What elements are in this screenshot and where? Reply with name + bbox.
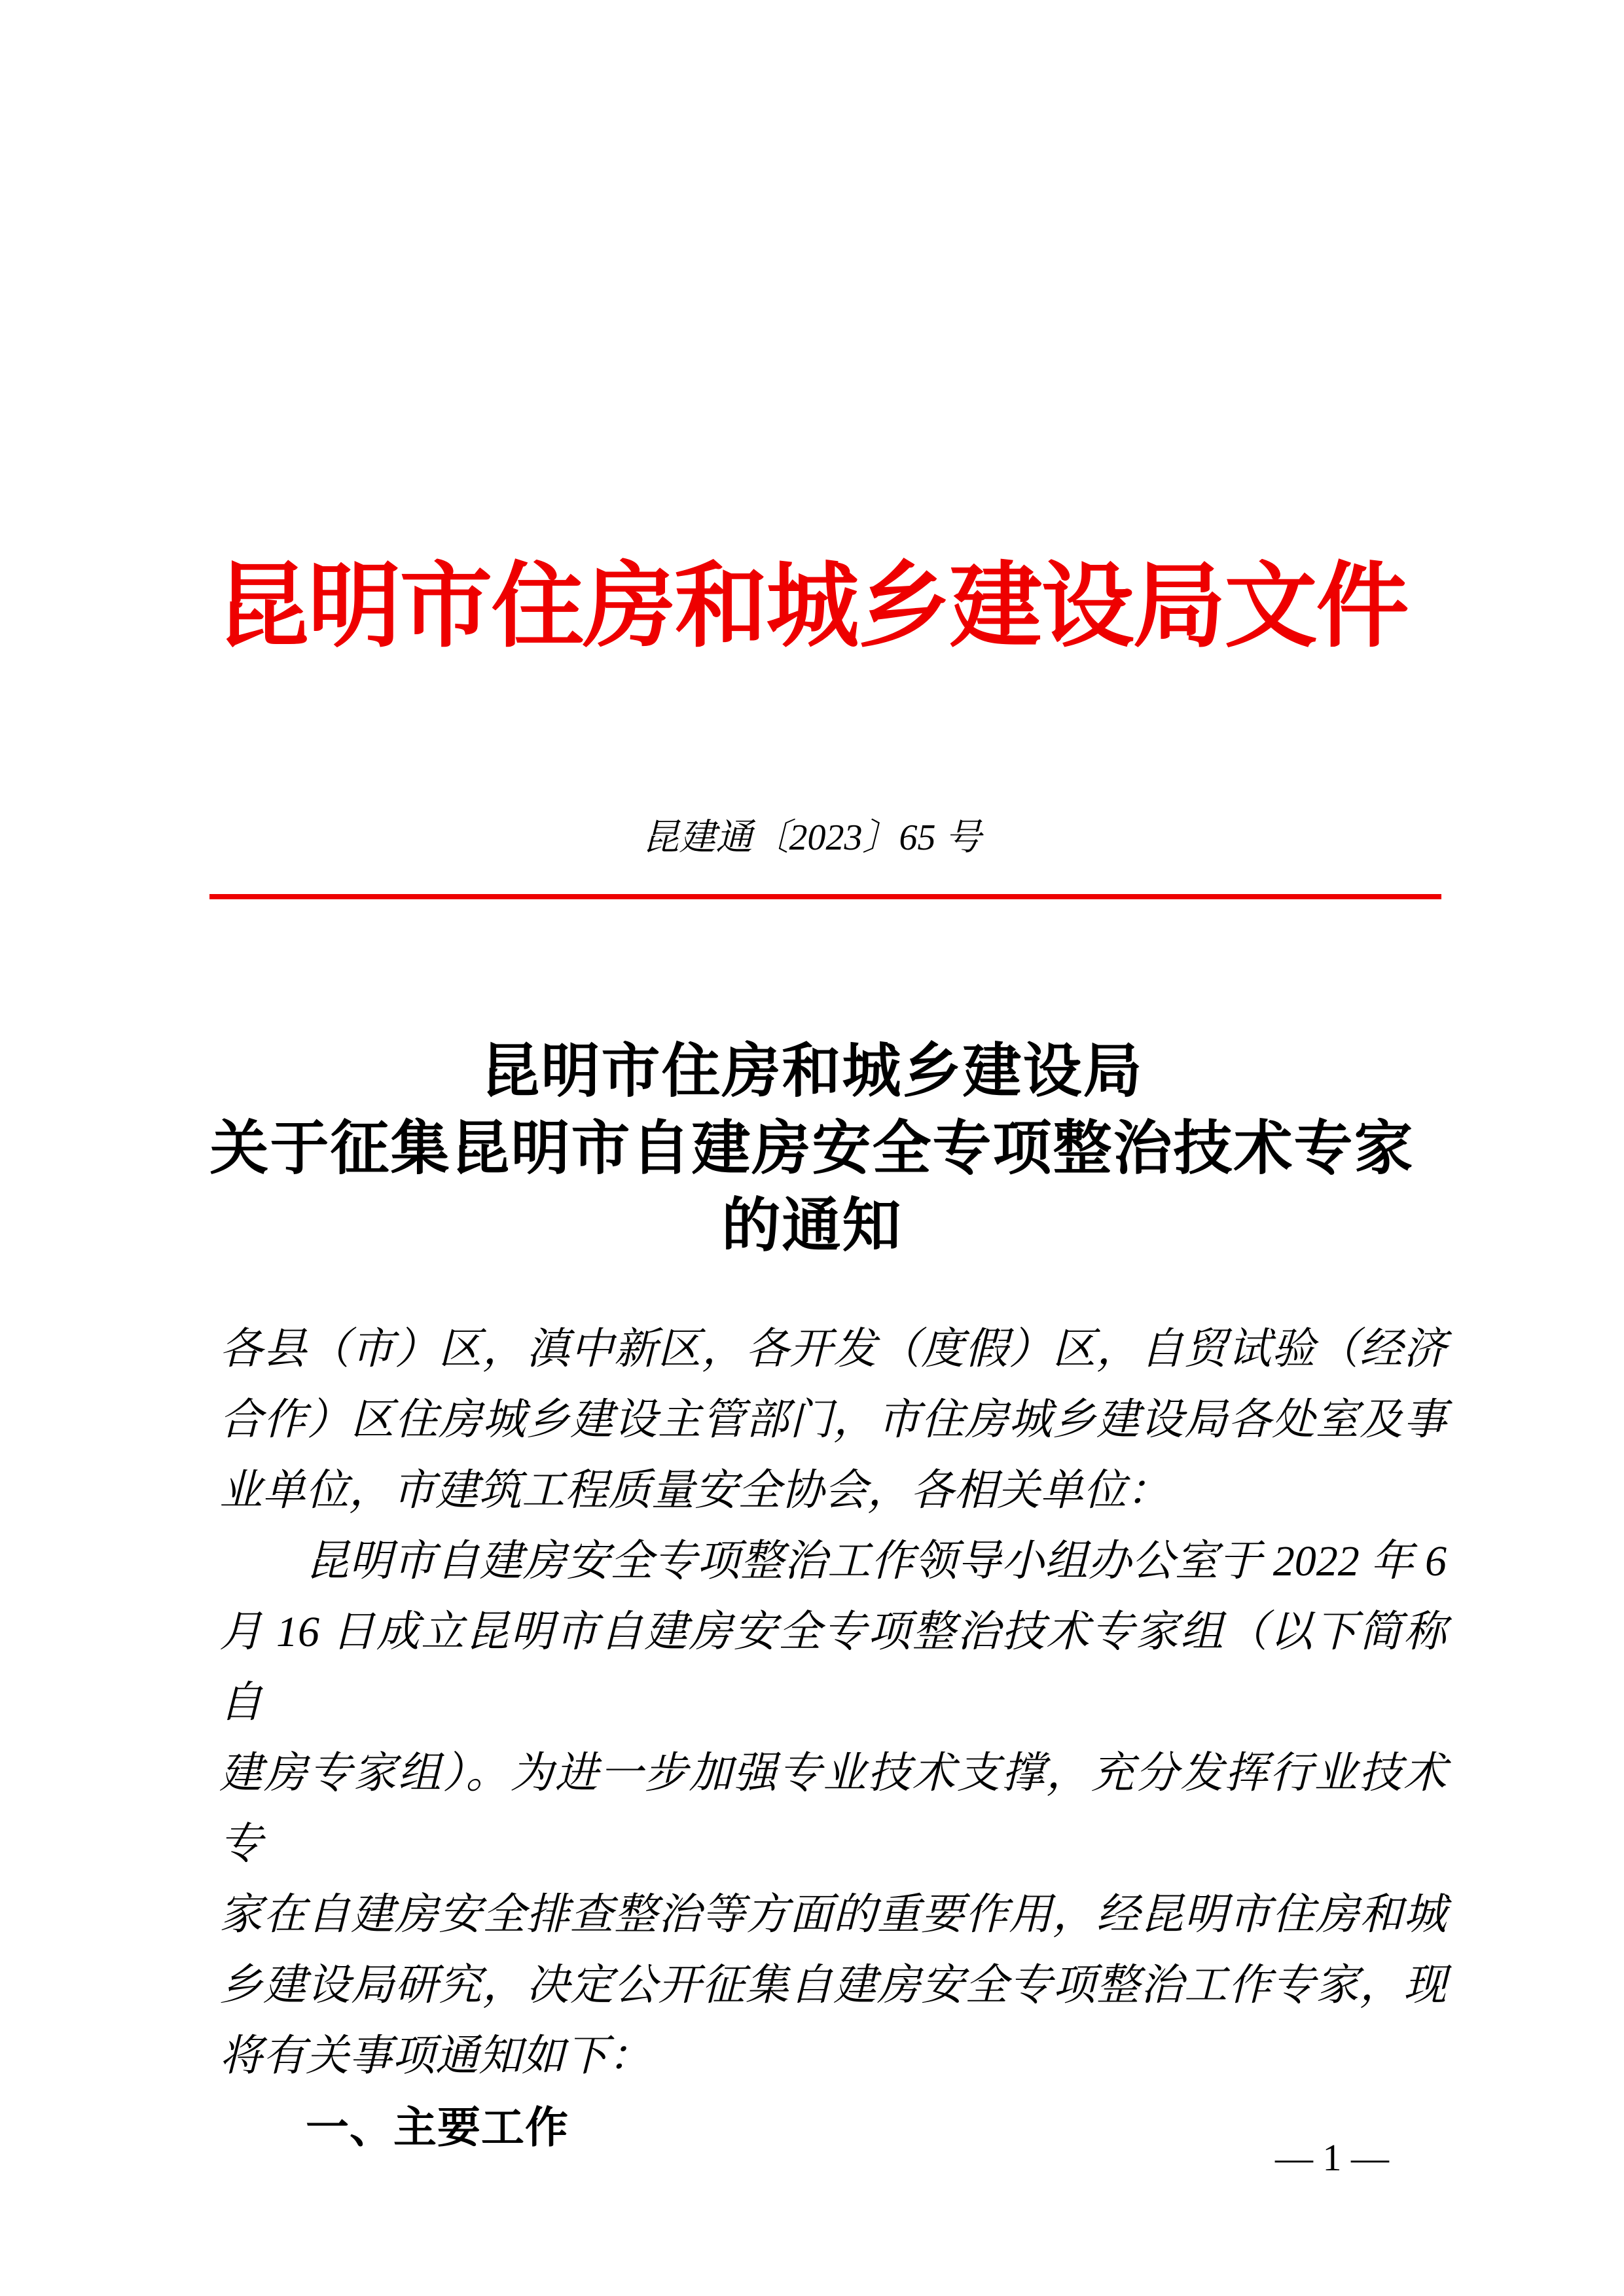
red-header-org-title: 昆明市住房和城乡建设局文件 (216, 554, 1408, 658)
salutation-line: 合作）区住房城乡建设主管部门，市住房城乡建设局各处室及事 (219, 1396, 1447, 1444)
paragraph-line: 乡建设局研究，决定公开征集自建房安全专项整治工作专家，现 (219, 1962, 1447, 2009)
document-title-line-2: 关于征集昆明市自建房安全专项整治技术专家 (209, 1116, 1415, 1181)
document-title-line-1: 昆明市住房和城乡建设局 (480, 1039, 1144, 1104)
salutation-line: 各县（市）区，滇中新区，各开发（度假）区，自贸试验（经济 (219, 1325, 1447, 1373)
document-body (219, 1314, 1447, 2162)
document-title-line-3: 的通知 (721, 1193, 903, 1259)
red-divider-rule (209, 894, 1441, 899)
paragraph-line: 家在自建房安全排查整治等方面的重要作用，经昆明市住房和城 (219, 1891, 1447, 1939)
paragraph-line: 将有关事项通知如下： (219, 2032, 651, 2080)
section-heading-main-work: 一、主要工作 (306, 2103, 569, 2151)
document-title (0, 1033, 1624, 1265)
paragraph-line: 昆明市自建房安全专项整治工作领导小组办公室于 2022 年 6 (306, 1537, 1447, 1585)
page-number: — 1 — (1275, 2136, 1389, 2179)
salutation-line: 业单位，市建筑工程质量安全协会，各相关单位： (219, 1467, 1170, 1515)
paragraph-line: 月 16 日成立昆明市自建房安全专项整治技术专家组（以下简称自 (219, 1608, 1447, 1727)
paragraph-line: 建房专家组）。为进一步加强专业技术支撑，充分发挥行业技术专 (219, 1749, 1447, 1868)
document-number: 昆建通〔2023〕65 号 (642, 817, 982, 858)
